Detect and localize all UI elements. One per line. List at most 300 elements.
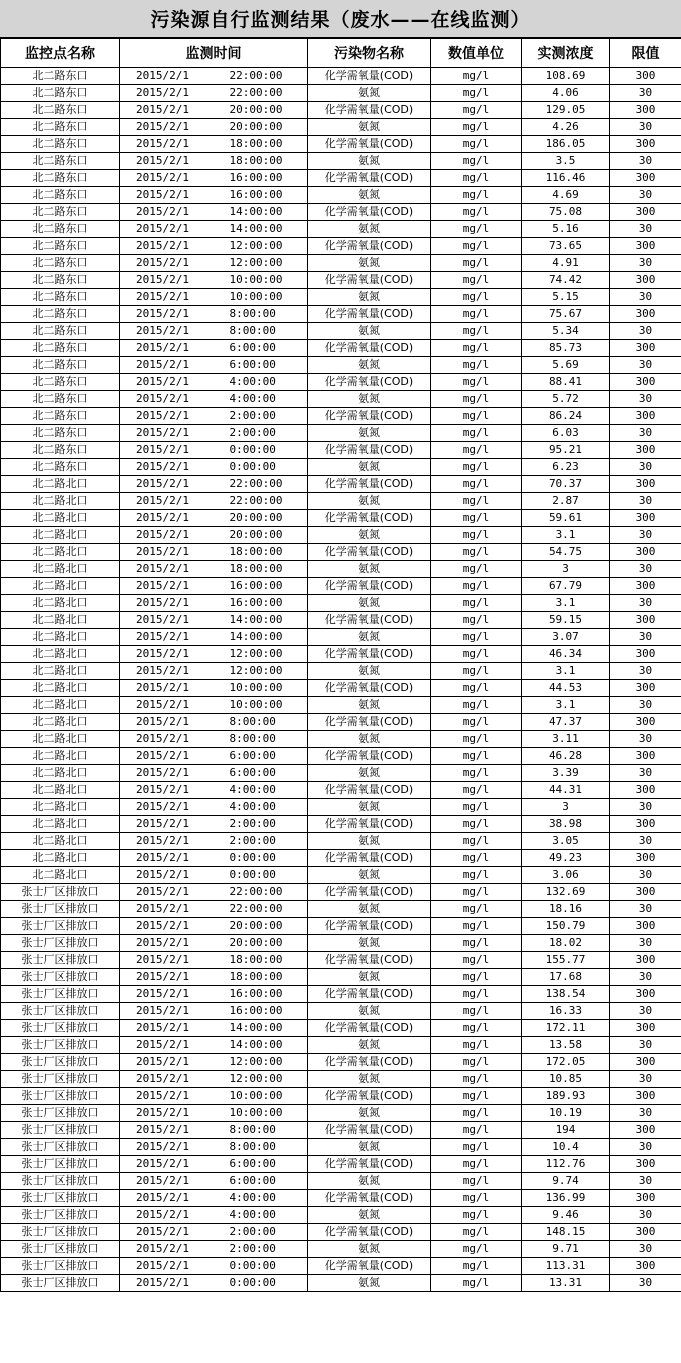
cell-date: 2015/2/1: [120, 1173, 214, 1190]
cell-pollutant: 氨氮: [308, 1037, 431, 1054]
cell-date: 2015/2/1: [120, 561, 214, 578]
cell-limit: 30: [610, 1105, 681, 1122]
cell-limit: 300: [610, 612, 681, 629]
cell-date: 2015/2/1: [120, 459, 214, 476]
cell-time: 20:00:00: [214, 935, 308, 952]
cell-pollutant: 化学需氧量(COD): [308, 442, 431, 459]
cell-time: 12:00:00: [214, 646, 308, 663]
cell-value: 70.37: [522, 476, 610, 493]
table-row: [1, 782, 681, 799]
cell-site: 北二路东口: [1, 425, 120, 442]
cell-time: 18:00:00: [214, 952, 308, 969]
table-row: [1, 119, 681, 136]
cell-value: 4.91: [522, 255, 610, 272]
cell-value: 67.79: [522, 578, 610, 595]
cell-unit: mg/l: [431, 1156, 522, 1173]
cell-pollutant: 化学需氧量(COD): [308, 1088, 431, 1105]
cell-pollutant: 化学需氧量(COD): [308, 1258, 431, 1275]
cell-limit: 30: [610, 289, 681, 306]
cell-pollutant: 化学需氧量(COD): [308, 1156, 431, 1173]
cell-time: 22:00:00: [214, 901, 308, 918]
cell-limit: 300: [610, 1054, 681, 1071]
cell-unit: mg/l: [431, 578, 522, 595]
cell-site: 张士厂区排放口: [1, 1071, 120, 1088]
cell-time: 8:00:00: [214, 306, 308, 323]
cell-unit: mg/l: [431, 867, 522, 884]
cell-value: 16.33: [522, 1003, 610, 1020]
cell-unit: mg/l: [431, 102, 522, 119]
cell-value: 172.05: [522, 1054, 610, 1071]
table-row: [1, 986, 681, 1003]
cell-unit: mg/l: [431, 765, 522, 782]
cell-unit: mg/l: [431, 323, 522, 340]
cell-site: 北二路北口: [1, 680, 120, 697]
cell-unit: mg/l: [431, 1224, 522, 1241]
cell-date: 2015/2/1: [120, 272, 214, 289]
cell-time: 8:00:00: [214, 714, 308, 731]
cell-time: 4:00:00: [214, 1207, 308, 1224]
cell-date: 2015/2/1: [120, 323, 214, 340]
cell-value: 189.93: [522, 1088, 610, 1105]
cell-value: 46.34: [522, 646, 610, 663]
cell-date: 2015/2/1: [120, 476, 214, 493]
cell-limit: 300: [610, 306, 681, 323]
cell-unit: mg/l: [431, 816, 522, 833]
cell-pollutant: 化学需氧量(COD): [308, 1190, 431, 1207]
cell-unit: mg/l: [431, 187, 522, 204]
cell-value: 5.16: [522, 221, 610, 238]
cell-time: 6:00:00: [214, 340, 308, 357]
cell-date: 2015/2/1: [120, 969, 214, 986]
table-row: [1, 901, 681, 918]
cell-unit: mg/l: [431, 306, 522, 323]
cell-limit: 30: [610, 255, 681, 272]
cell-time: 8:00:00: [214, 1139, 308, 1156]
cell-unit: mg/l: [431, 1139, 522, 1156]
cell-unit: mg/l: [431, 136, 522, 153]
cell-value: 9.74: [522, 1173, 610, 1190]
cell-site: 北二路东口: [1, 459, 120, 476]
cell-site: 北二路北口: [1, 544, 120, 561]
cell-pollutant: 氨氮: [308, 527, 431, 544]
cell-unit: mg/l: [431, 1122, 522, 1139]
cell-pollutant: 化学需氧量(COD): [308, 578, 431, 595]
cell-date: 2015/2/1: [120, 629, 214, 646]
cell-time: 14:00:00: [214, 204, 308, 221]
cell-date: 2015/2/1: [120, 867, 214, 884]
cell-date: 2015/2/1: [120, 391, 214, 408]
cell-limit: 300: [610, 442, 681, 459]
cell-pollutant: 化学需氧量(COD): [308, 1054, 431, 1071]
cell-site: 北二路东口: [1, 306, 120, 323]
cell-limit: 30: [610, 153, 681, 170]
cell-time: 22:00:00: [214, 85, 308, 102]
table-row: [1, 680, 681, 697]
cell-value: 5.72: [522, 391, 610, 408]
cell-unit: mg/l: [431, 1003, 522, 1020]
cell-unit: mg/l: [431, 357, 522, 374]
cell-unit: mg/l: [431, 884, 522, 901]
cell-site: 北二路东口: [1, 68, 120, 85]
cell-limit: 300: [610, 102, 681, 119]
cell-time: 22:00:00: [214, 884, 308, 901]
cell-unit: mg/l: [431, 68, 522, 85]
cell-date: 2015/2/1: [120, 1105, 214, 1122]
cell-unit: mg/l: [431, 493, 522, 510]
cell-time: 2:00:00: [214, 833, 308, 850]
cell-site: 北二路东口: [1, 255, 120, 272]
cell-site: 北二路北口: [1, 493, 120, 510]
cell-value: 194: [522, 1122, 610, 1139]
cell-pollutant: 化学需氧量(COD): [308, 782, 431, 799]
table-row: [1, 476, 681, 493]
cell-unit: mg/l: [431, 119, 522, 136]
cell-pollutant: 氨氮: [308, 1173, 431, 1190]
table-row: [1, 1156, 681, 1173]
cell-site: 张士厂区排放口: [1, 1088, 120, 1105]
cell-pollutant: 化学需氧量(COD): [308, 408, 431, 425]
cell-time: 16:00:00: [214, 1003, 308, 1020]
cell-date: 2015/2/1: [120, 1258, 214, 1275]
cell-time: 10:00:00: [214, 680, 308, 697]
cell-unit: mg/l: [431, 221, 522, 238]
cell-date: 2015/2/1: [120, 68, 214, 85]
cell-time: 10:00:00: [214, 289, 308, 306]
cell-value: 129.05: [522, 102, 610, 119]
cell-limit: 30: [610, 833, 681, 850]
cell-date: 2015/2/1: [120, 289, 214, 306]
cell-time: 22:00:00: [214, 476, 308, 493]
cell-value: 73.65: [522, 238, 610, 255]
cell-site: 北二路北口: [1, 612, 120, 629]
table-row: [1, 459, 681, 476]
cell-value: 5.69: [522, 357, 610, 374]
cell-pollutant: 化学需氧量(COD): [308, 680, 431, 697]
cell-limit: 30: [610, 459, 681, 476]
cell-time: 14:00:00: [214, 221, 308, 238]
cell-site: 张士厂区排放口: [1, 1122, 120, 1139]
cell-unit: mg/l: [431, 204, 522, 221]
cell-limit: 30: [610, 1173, 681, 1190]
cell-unit: mg/l: [431, 918, 522, 935]
table-row: [1, 918, 681, 935]
cell-limit: 300: [610, 884, 681, 901]
cell-pollutant: 化学需氧量(COD): [308, 986, 431, 1003]
cell-limit: 300: [610, 408, 681, 425]
cell-unit: mg/l: [431, 782, 522, 799]
cell-unit: mg/l: [431, 595, 522, 612]
cell-site: 北二路北口: [1, 663, 120, 680]
cell-unit: mg/l: [431, 476, 522, 493]
cell-value: 3.05: [522, 833, 610, 850]
cell-site: 北二路东口: [1, 357, 120, 374]
table-row: [1, 1173, 681, 1190]
table-row: [1, 799, 681, 816]
cell-unit: mg/l: [431, 374, 522, 391]
cell-pollutant: 氨氮: [308, 1207, 431, 1224]
cell-time: 6:00:00: [214, 748, 308, 765]
cell-limit: 300: [610, 204, 681, 221]
cell-limit: 300: [610, 1190, 681, 1207]
cell-value: 46.28: [522, 748, 610, 765]
cell-value: 9.71: [522, 1241, 610, 1258]
cell-pollutant: 化学需氧量(COD): [308, 748, 431, 765]
cell-limit: 30: [610, 901, 681, 918]
cell-unit: mg/l: [431, 425, 522, 442]
cell-date: 2015/2/1: [120, 680, 214, 697]
cell-limit: 300: [610, 1258, 681, 1275]
cell-value: 74.42: [522, 272, 610, 289]
cell-unit: mg/l: [431, 731, 522, 748]
cell-value: 155.77: [522, 952, 610, 969]
table-row: [1, 646, 681, 663]
table-row: [1, 561, 681, 578]
cell-date: 2015/2/1: [120, 1020, 214, 1037]
cell-site: 北二路东口: [1, 442, 120, 459]
cell-unit: mg/l: [431, 969, 522, 986]
cell-date: 2015/2/1: [120, 952, 214, 969]
table-row: [1, 187, 681, 204]
cell-pollutant: 化学需氧量(COD): [308, 340, 431, 357]
cell-time: 6:00:00: [214, 1173, 308, 1190]
table-row: [1, 1071, 681, 1088]
cell-site: 北二路北口: [1, 867, 120, 884]
cell-value: 18.02: [522, 935, 610, 952]
cell-date: 2015/2/1: [120, 816, 214, 833]
cell-value: 3.5: [522, 153, 610, 170]
cell-site: 张士厂区排放口: [1, 952, 120, 969]
cell-time: 0:00:00: [214, 1275, 308, 1292]
cell-limit: 300: [610, 986, 681, 1003]
cell-value: 10.19: [522, 1105, 610, 1122]
cell-time: 22:00:00: [214, 493, 308, 510]
cell-time: 2:00:00: [214, 816, 308, 833]
cell-limit: 300: [610, 272, 681, 289]
cell-date: 2015/2/1: [120, 1207, 214, 1224]
cell-limit: 300: [610, 850, 681, 867]
cell-site: 北二路北口: [1, 629, 120, 646]
cell-limit: 300: [610, 578, 681, 595]
cell-site: 张士厂区排放口: [1, 1037, 120, 1054]
sheet-title: 污染源自行监测结果（废水——在线监测）: [0, 0, 681, 38]
header-row: [1, 39, 681, 68]
cell-pollutant: 化学需氧量(COD): [308, 544, 431, 561]
cell-pollutant: 化学需氧量(COD): [308, 170, 431, 187]
table-row: [1, 527, 681, 544]
cell-pollutant: 化学需氧量(COD): [308, 714, 431, 731]
cell-time: 10:00:00: [214, 1088, 308, 1105]
cell-unit: mg/l: [431, 561, 522, 578]
cell-limit: 30: [610, 969, 681, 986]
cell-site: 北二路东口: [1, 204, 120, 221]
cell-site: 张士厂区排放口: [1, 1241, 120, 1258]
cell-time: 14:00:00: [214, 629, 308, 646]
cell-date: 2015/2/1: [120, 510, 214, 527]
cell-date: 2015/2/1: [120, 1037, 214, 1054]
cell-time: 14:00:00: [214, 1037, 308, 1054]
cell-date: 2015/2/1: [120, 646, 214, 663]
cell-pollutant: 氨氮: [308, 697, 431, 714]
cell-unit: mg/l: [431, 85, 522, 102]
cell-value: 148.15: [522, 1224, 610, 1241]
cell-site: 张士厂区排放口: [1, 901, 120, 918]
cell-site: 北二路东口: [1, 136, 120, 153]
cell-limit: 30: [610, 187, 681, 204]
cell-date: 2015/2/1: [120, 1156, 214, 1173]
cell-pollutant: 氨氮: [308, 323, 431, 340]
cell-time: 0:00:00: [214, 1258, 308, 1275]
cell-unit: mg/l: [431, 952, 522, 969]
cell-pollutant: 氨氮: [308, 1139, 431, 1156]
monitoring-table: [0, 38, 681, 1292]
header-pollutant: 污染物名称: [308, 39, 431, 68]
cell-pollutant: 化学需氧量(COD): [308, 1020, 431, 1037]
cell-value: 112.76: [522, 1156, 610, 1173]
cell-pollutant: 化学需氧量(COD): [308, 476, 431, 493]
cell-unit: mg/l: [431, 833, 522, 850]
table-row: [1, 136, 681, 153]
cell-pollutant: 化学需氧量(COD): [308, 952, 431, 969]
cell-site: 北二路东口: [1, 323, 120, 340]
cell-pollutant: 化学需氧量(COD): [308, 68, 431, 85]
cell-unit: mg/l: [431, 153, 522, 170]
table-row: [1, 748, 681, 765]
table-row: [1, 68, 681, 85]
cell-time: 0:00:00: [214, 459, 308, 476]
cell-site: 北二路东口: [1, 102, 120, 119]
table-row: [1, 493, 681, 510]
header-unit: 数值单位: [431, 39, 522, 68]
cell-site: 张士厂区排放口: [1, 969, 120, 986]
cell-pollutant: 氨氮: [308, 85, 431, 102]
cell-value: 4.26: [522, 119, 610, 136]
table-row: [1, 323, 681, 340]
table-row: [1, 1105, 681, 1122]
cell-limit: 30: [610, 1207, 681, 1224]
cell-site: 北二路东口: [1, 85, 120, 102]
table-row: [1, 153, 681, 170]
cell-pollutant: 氨氮: [308, 391, 431, 408]
cell-limit: 30: [610, 1037, 681, 1054]
cell-pollutant: 化学需氧量(COD): [308, 238, 431, 255]
cell-date: 2015/2/1: [120, 238, 214, 255]
cell-value: 132.69: [522, 884, 610, 901]
cell-time: 8:00:00: [214, 731, 308, 748]
table-row: [1, 408, 681, 425]
cell-site: 北二路东口: [1, 340, 120, 357]
cell-limit: 300: [610, 918, 681, 935]
cell-site: 北二路北口: [1, 714, 120, 731]
cell-date: 2015/2/1: [120, 153, 214, 170]
cell-time: 0:00:00: [214, 867, 308, 884]
cell-site: 北二路北口: [1, 799, 120, 816]
cell-value: 5.34: [522, 323, 610, 340]
cell-limit: 300: [610, 136, 681, 153]
cell-site: 张士厂区排放口: [1, 918, 120, 935]
cell-site: 北二路北口: [1, 476, 120, 493]
cell-pollutant: 化学需氧量(COD): [308, 510, 431, 527]
cell-unit: mg/l: [431, 544, 522, 561]
cell-date: 2015/2/1: [120, 1088, 214, 1105]
cell-unit: mg/l: [431, 1105, 522, 1122]
cell-unit: mg/l: [431, 1258, 522, 1275]
cell-unit: mg/l: [431, 1241, 522, 1258]
cell-site: 北二路东口: [1, 221, 120, 238]
cell-limit: 300: [610, 1122, 681, 1139]
cell-pollutant: 化学需氧量(COD): [308, 816, 431, 833]
cell-site: 张士厂区排放口: [1, 1156, 120, 1173]
cell-unit: mg/l: [431, 459, 522, 476]
cell-time: 6:00:00: [214, 357, 308, 374]
cell-pollutant: 氨氮: [308, 867, 431, 884]
cell-value: 54.75: [522, 544, 610, 561]
cell-pollutant: 氨氮: [308, 425, 431, 442]
cell-pollutant: 氨氮: [308, 153, 431, 170]
cell-site: 张士厂区排放口: [1, 986, 120, 1003]
cell-date: 2015/2/1: [120, 850, 214, 867]
cell-site: 北二路北口: [1, 527, 120, 544]
cell-time: 0:00:00: [214, 442, 308, 459]
cell-pollutant: 氨氮: [308, 595, 431, 612]
cell-value: 10.4: [522, 1139, 610, 1156]
table-row: [1, 1037, 681, 1054]
cell-time: 16:00:00: [214, 187, 308, 204]
cell-unit: mg/l: [431, 646, 522, 663]
cell-unit: mg/l: [431, 340, 522, 357]
cell-unit: mg/l: [431, 1207, 522, 1224]
cell-time: 14:00:00: [214, 612, 308, 629]
cell-date: 2015/2/1: [120, 714, 214, 731]
cell-time: 4:00:00: [214, 1190, 308, 1207]
table-row: [1, 102, 681, 119]
cell-value: 44.31: [522, 782, 610, 799]
cell-site: 张士厂区排放口: [1, 1003, 120, 1020]
table-row: [1, 1275, 681, 1292]
cell-limit: 300: [610, 1020, 681, 1037]
cell-limit: 30: [610, 221, 681, 238]
cell-time: 12:00:00: [214, 255, 308, 272]
cell-limit: 30: [610, 85, 681, 102]
cell-date: 2015/2/1: [120, 119, 214, 136]
cell-unit: mg/l: [431, 629, 522, 646]
table-row: [1, 425, 681, 442]
cell-unit: mg/l: [431, 697, 522, 714]
table-row: [1, 731, 681, 748]
cell-time: 16:00:00: [214, 595, 308, 612]
cell-date: 2015/2/1: [120, 782, 214, 799]
cell-unit: mg/l: [431, 1071, 522, 1088]
cell-limit: 30: [610, 391, 681, 408]
cell-date: 2015/2/1: [120, 833, 214, 850]
cell-time: 4:00:00: [214, 799, 308, 816]
cell-site: 张士厂区排放口: [1, 1275, 120, 1292]
cell-date: 2015/2/1: [120, 935, 214, 952]
cell-pollutant: 化学需氧量(COD): [308, 1224, 431, 1241]
cell-time: 6:00:00: [214, 1156, 308, 1173]
cell-time: 16:00:00: [214, 578, 308, 595]
cell-limit: 30: [610, 663, 681, 680]
cell-site: 北二路北口: [1, 595, 120, 612]
cell-value: 6.03: [522, 425, 610, 442]
cell-time: 18:00:00: [214, 544, 308, 561]
cell-site: 北二路北口: [1, 850, 120, 867]
cell-date: 2015/2/1: [120, 578, 214, 595]
cell-pollutant: 氨氮: [308, 799, 431, 816]
cell-pollutant: 氨氮: [308, 935, 431, 952]
cell-date: 2015/2/1: [120, 493, 214, 510]
cell-unit: mg/l: [431, 1020, 522, 1037]
cell-date: 2015/2/1: [120, 221, 214, 238]
